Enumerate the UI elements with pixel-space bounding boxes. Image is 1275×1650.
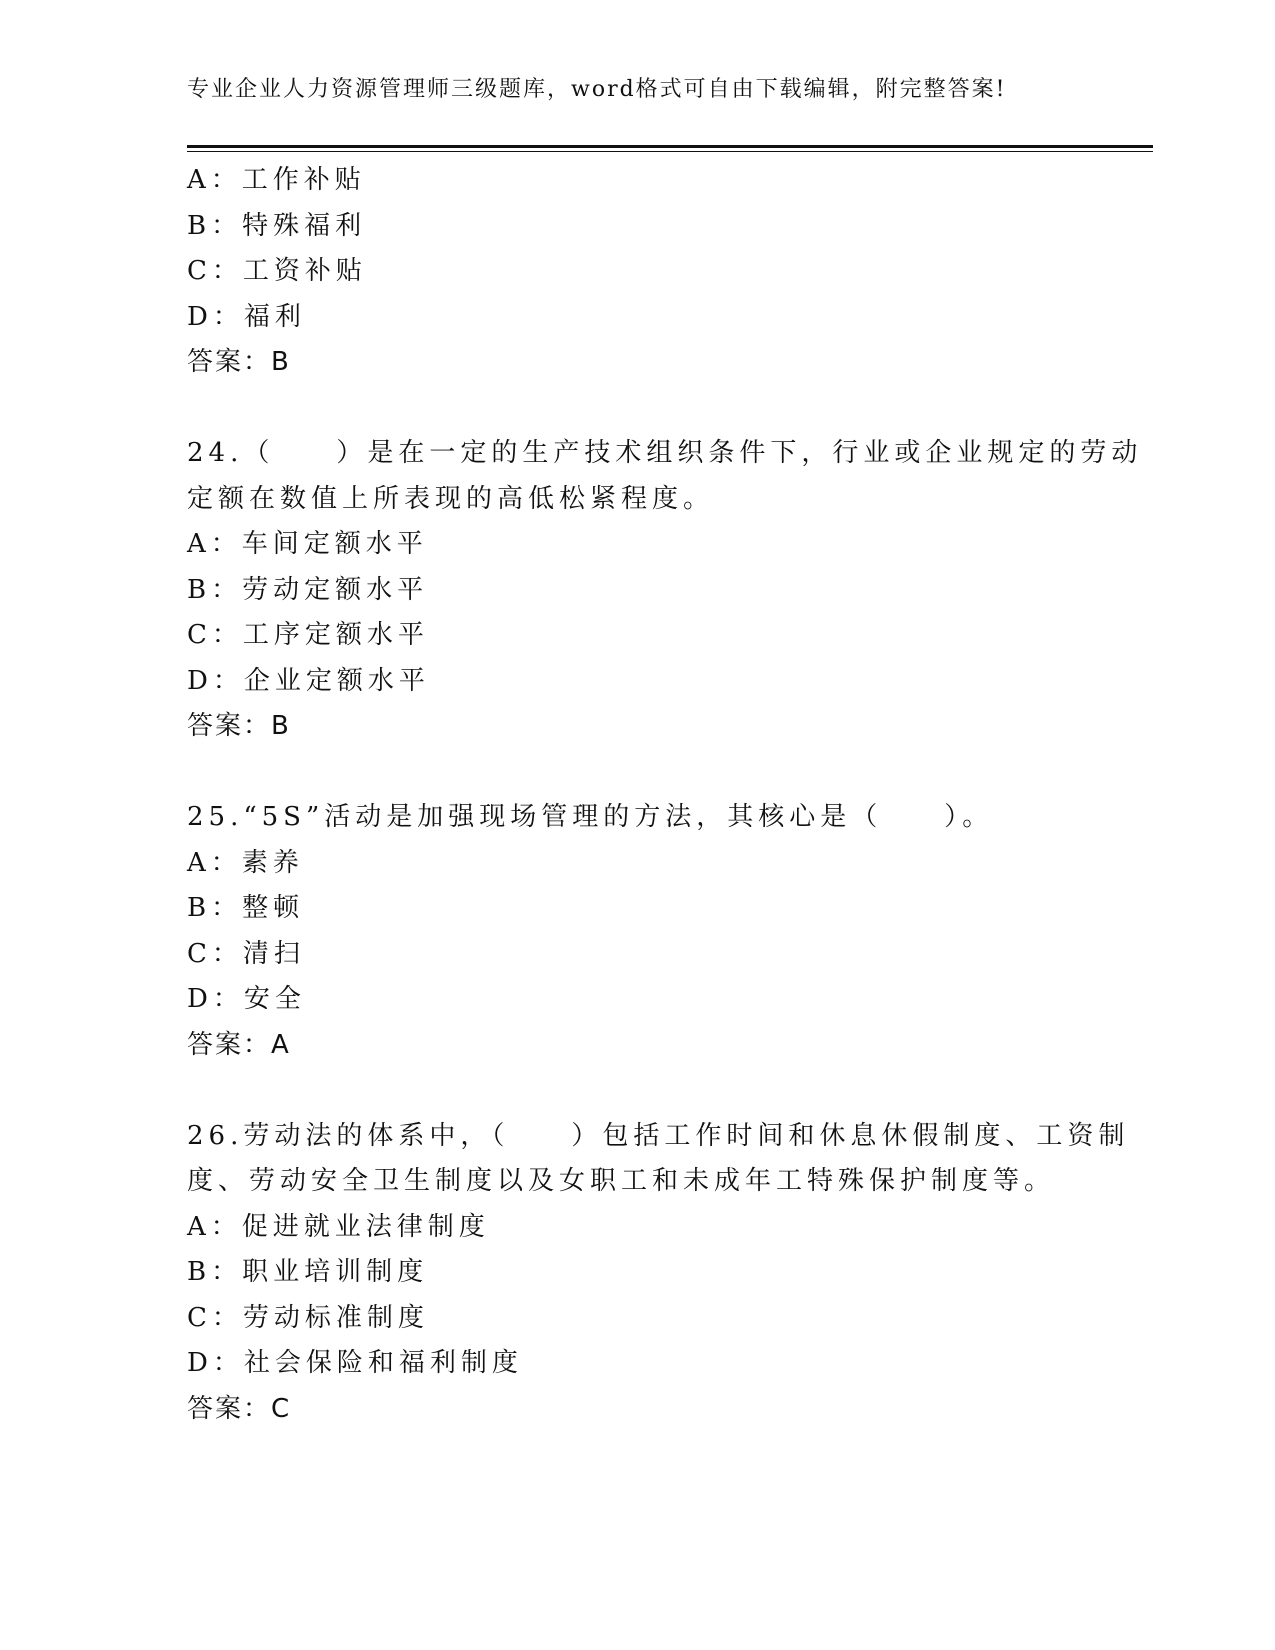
question-block-25 <box>187 795 1087 1068</box>
question-stem: 度、劳动安全卫生制度以及女职工和未成年工特殊保护制度等。 <box>187 1166 1056 1196</box>
spacer <box>187 1068 1087 1114</box>
option-d: D：社会保险和福利制度 <box>187 1348 523 1378</box>
option-d: D：安全 <box>187 984 306 1014</box>
question-block-23 <box>187 158 1087 386</box>
header-rule-thin <box>187 151 1153 152</box>
question-stem: 25.“5S”活动是加强现场管理的方法，其核心是（ ）。 <box>187 802 994 832</box>
spacer <box>187 750 1087 796</box>
option-c: C：清扫 <box>187 938 305 969</box>
header-rule-thick <box>187 145 1153 148</box>
option-b: B：职业培训制度 <box>187 1257 429 1287</box>
option-d: D：企业定额水平 <box>187 665 430 696</box>
answer-line: 答案：A <box>187 1029 291 1060</box>
question-block-26 <box>187 1114 1130 1433</box>
option-c: C：工序定额水平 <box>187 620 429 650</box>
answer-line: 答案：C <box>187 1393 292 1424</box>
option-c: C：劳动标准制度 <box>187 1302 429 1333</box>
page-header: 专业企业人力资源管理师三级题库，word格式可自由下载编辑，附完整答案! <box>187 77 1007 102</box>
answer-line: 答案：B <box>187 347 291 377</box>
option-c: C：工资补贴 <box>187 256 367 286</box>
spacer <box>187 386 1087 432</box>
option-b: B：特殊福利 <box>187 210 367 241</box>
option-a: A：素养 <box>187 847 304 878</box>
question-stem: 26.劳动法的体系中，（ ）包括工作时间和休息休假制度、工资制 <box>187 1120 1130 1151</box>
answer-line: 答案：B <box>187 711 291 741</box>
option-a: A：促进就业法律制度 <box>187 1211 490 1242</box>
option-a: A：工作补贴 <box>187 165 366 195</box>
option-d: D：福利 <box>187 301 306 332</box>
question-block-24 <box>187 431 1143 750</box>
question-stem: 定额在数值上所表现的高低松紧程度。 <box>187 483 715 514</box>
option-b: B：整顿 <box>187 893 305 923</box>
option-b: B：劳动定额水平 <box>187 574 429 605</box>
option-a: A：车间定额水平 <box>187 529 428 559</box>
question-stem: 24.（ ）是在一定的生产技术组织条件下，行业或企业规定的劳动 <box>187 438 1143 468</box>
question-list <box>187 158 1143 1432</box>
